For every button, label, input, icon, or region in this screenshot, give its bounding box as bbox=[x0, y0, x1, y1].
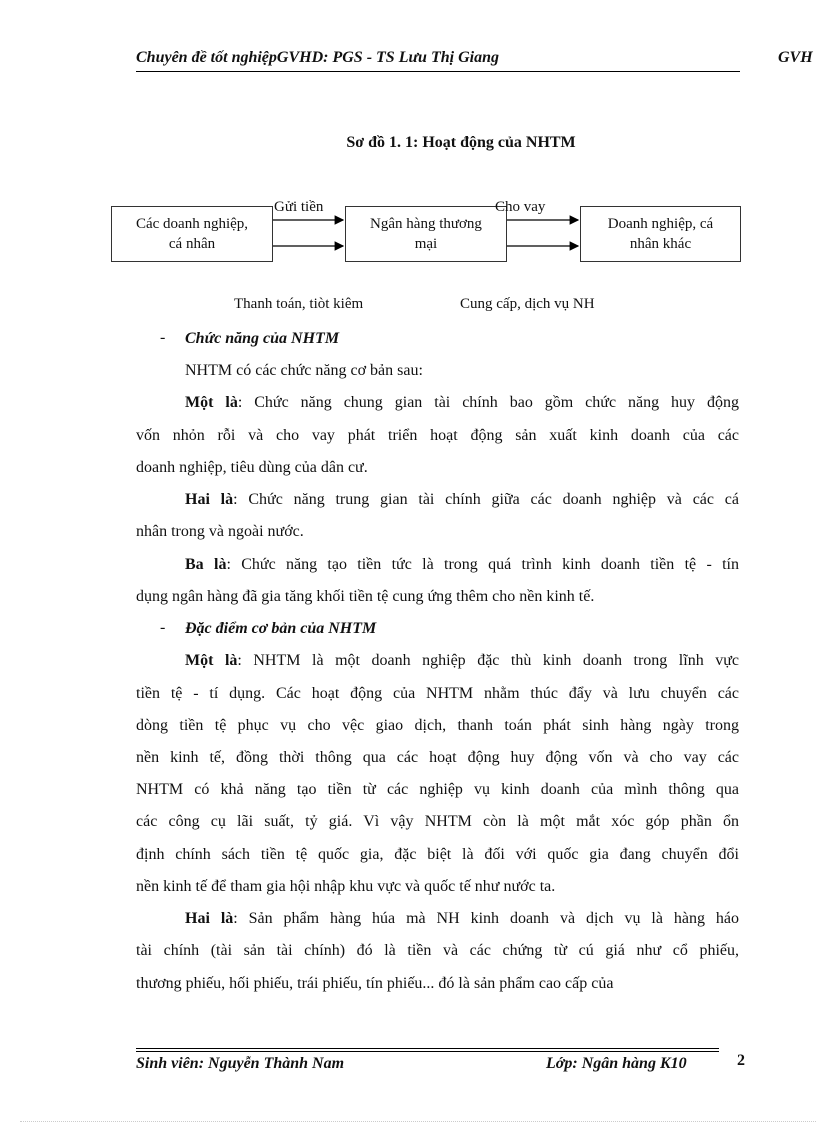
paragraph-label: Ba là bbox=[185, 556, 227, 573]
paragraph-label: Hai là bbox=[185, 910, 234, 927]
label-deposit: Gửi tiền bbox=[274, 199, 324, 215]
paragraph-line: định chính sách tiền tệ quốc gia, đặc biệt là đối với quốc gia đang chuyển đổi bbox=[136, 846, 739, 863]
label-payment-savings: Thanh toán, tiòt kiêm bbox=[234, 296, 364, 312]
paragraph-label: Một là bbox=[185, 652, 238, 669]
box3-line2: nhân khác bbox=[629, 236, 692, 252]
paragraph-label: Hai là bbox=[185, 491, 234, 508]
bullet-dash-1: - bbox=[160, 329, 166, 346]
box2-line1: Ngân hàng thương bbox=[370, 216, 482, 232]
paragraph-line: Một là: NHTM là một doanh nghiệp đặc thù kinh doanh trong lĩnh vực bbox=[185, 652, 739, 669]
page-number: 2 bbox=[737, 1052, 745, 1069]
section-heading-functions: Chức năng của NHTM bbox=[185, 330, 340, 347]
paragraph-line: Ba là: Chức năng tạo tiền tức là trong quá trình kinh doanh tiền tệ - tín bbox=[185, 556, 739, 573]
footer-divider-bottom bbox=[136, 1051, 719, 1052]
paragraph-line: vốn nhỏn rỗi và cho vay phát triển hoạt động sản xuất kinh doanh của các bbox=[136, 427, 739, 444]
paragraph-line: thương phiếu, hối phiếu, trái phiếu, tín phiếu... đó là sản phẩm cao cấp của bbox=[136, 975, 614, 992]
paragraph-line: Một là: Chức năng chung gian tài chính bao gồm chức năng huy động bbox=[185, 394, 740, 411]
paragraph-line: tài chính (tài sản tài chính) đó là tiền và các chứng từ cú giá như cổ phiếu, bbox=[136, 942, 739, 959]
paragraph-line: dòng tiền tệ phục vụ cho vệc giao dịch, thanh toán phát sinh hàng ngày trong bbox=[136, 717, 739, 734]
paragraph-line: NHTM có khả năng tạo tiền từ các nghiệp vụ kinh doanh của mình thông qua bbox=[136, 781, 739, 798]
paragraph-line: nền kinh tế, đồng thời thông qua các hoạt động huy động vốn và cho vay các bbox=[136, 749, 739, 766]
box-businesses-individuals bbox=[111, 206, 273, 262]
paragraph-label: Một là bbox=[185, 394, 238, 411]
page-bottom-border bbox=[20, 1121, 816, 1122]
paragraph-line: dụng ngân hàng đã gia tăng khối tiền tệ cung ứng thêm cho nền kinh tế. bbox=[136, 588, 595, 605]
paragraph-line: nền kinh tế để tham gia hội nhập khu vực và quốc tế như nước ta. bbox=[136, 878, 556, 895]
header-title: Chuyên đề tốt nghiệpGVHD: PGS - TS Lưu Thị Giang bbox=[136, 49, 499, 66]
box1-line2: cá nhân bbox=[168, 236, 216, 252]
bullet-dash-2: - bbox=[160, 619, 166, 636]
box2-line2: mại bbox=[414, 236, 438, 252]
paragraph-line: các công cụ lãi suất, tỷ giá. Vì vậy NHTM còn là một mắt xóc góp phần ổn bbox=[136, 813, 739, 830]
label-loan: Cho vay bbox=[495, 199, 546, 215]
diagram-title: Sơ đồ 1. 1: Hoạt động của NHTM bbox=[346, 134, 576, 151]
footer-divider-top bbox=[136, 1048, 719, 1049]
box-commercial-bank bbox=[345, 206, 507, 262]
header-right-text: GVH bbox=[778, 49, 813, 66]
paragraph-line: doanh nghiệp, tiêu dùng của dân cư. bbox=[136, 459, 368, 476]
paragraph-line: Hai là: Sản phẩm hàng húa mà NH kinh doanh và dịch vụ là hàng háo bbox=[185, 910, 739, 927]
diagram-arrows bbox=[0, 0, 816, 320]
footer-student: Sinh viên: Nguyễn Thành Nam bbox=[136, 1055, 345, 1072]
box1-line1: Các doanh nghiệp, bbox=[135, 216, 249, 232]
intro-line: NHTM có các chức năng cơ bản sau: bbox=[185, 362, 423, 379]
paragraph-line: nhân trong và ngoài nước. bbox=[136, 523, 304, 540]
paragraph-line: Hai là: Chức năng trung gian tài chính giữa các doanh nghiệp và các cá bbox=[185, 491, 739, 508]
label-bank-services: Cung cấp, dịch vụ NH bbox=[460, 296, 595, 312]
paragraph-line: tiền tệ - tí dụng. Các hoạt động của NHTM nhằm thúc đẩy và lưu chuyển các bbox=[136, 685, 739, 702]
section-heading-characteristics: Đặc điểm cơ bản của NHTM bbox=[185, 620, 377, 637]
footer-class: Lớp: Ngân hàng K10 bbox=[546, 1055, 687, 1072]
box3-line1: Doanh nghiệp, cá bbox=[607, 216, 714, 232]
box-other-businesses bbox=[580, 206, 741, 262]
